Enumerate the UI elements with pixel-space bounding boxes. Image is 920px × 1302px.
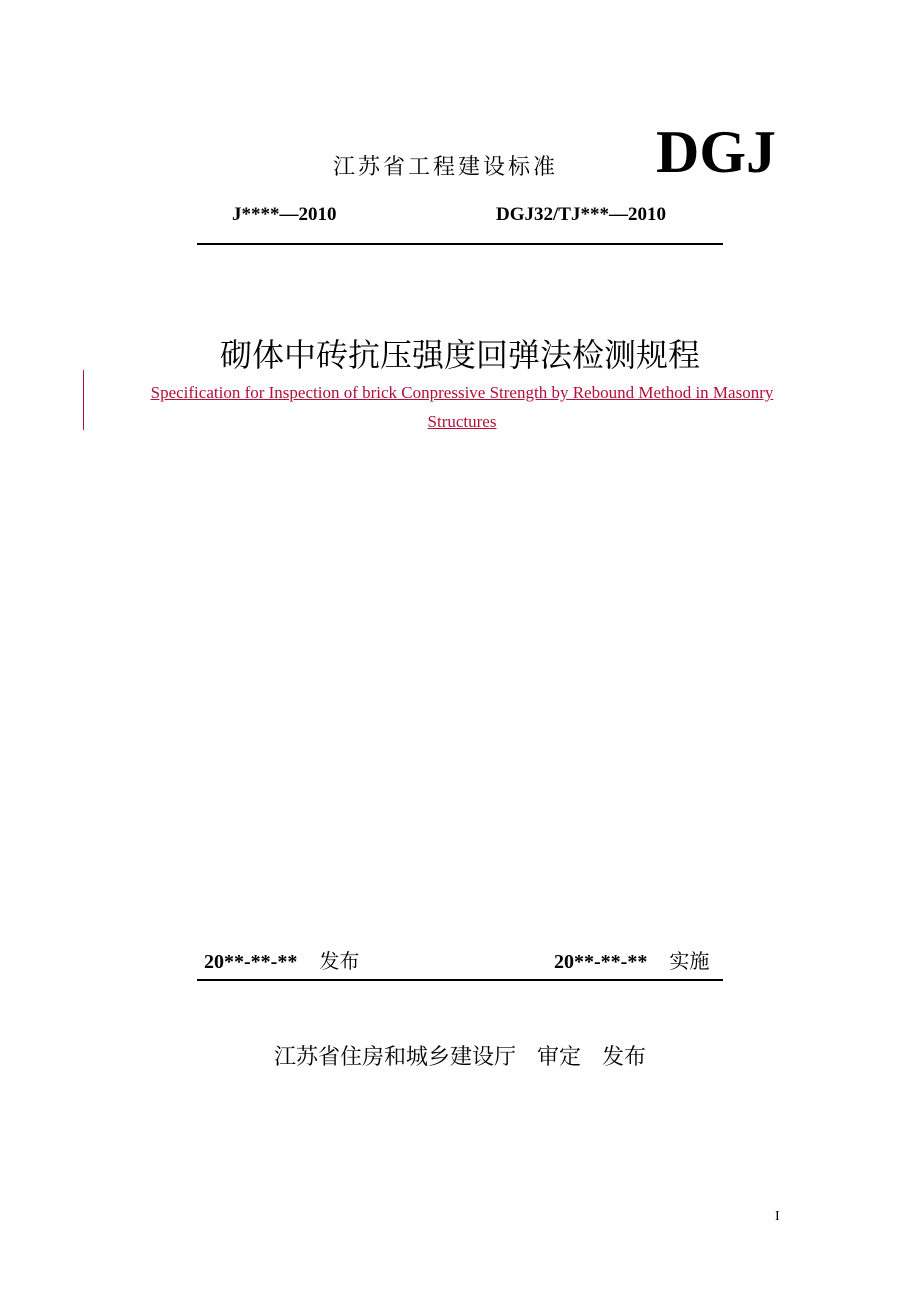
- issue-label: 发布: [319, 949, 360, 973]
- effective-date-line: [554, 945, 709, 974]
- page-number: I: [775, 1209, 780, 1224]
- header-divider: [197, 243, 723, 245]
- issue-date-line: [204, 945, 359, 974]
- revision-change-bar: [83, 370, 84, 430]
- document-title-english: Specification for Inspection of brick Conpressive Strength by Rebound Method in Masonry Structures: [150, 383, 774, 431]
- publisher-line: 江苏省住房和城乡建设厅 审定 发布: [274, 1045, 646, 1070]
- standard-organization: 江苏省工程建设标准: [333, 155, 559, 180]
- effective-label: 实施: [669, 949, 710, 973]
- record-code: J****—2010: [232, 204, 337, 225]
- effective-date: 20**-**-**: [554, 951, 648, 973]
- document-title: 砌体中砖抗压强度回弹法检测规程: [219, 336, 700, 374]
- dates-divider: [197, 979, 723, 981]
- standard-code: DGJ32/TJ***—2010: [496, 204, 666, 225]
- issue-date: 20**-**-**: [204, 951, 298, 973]
- standard-mark: DGJ: [656, 119, 776, 185]
